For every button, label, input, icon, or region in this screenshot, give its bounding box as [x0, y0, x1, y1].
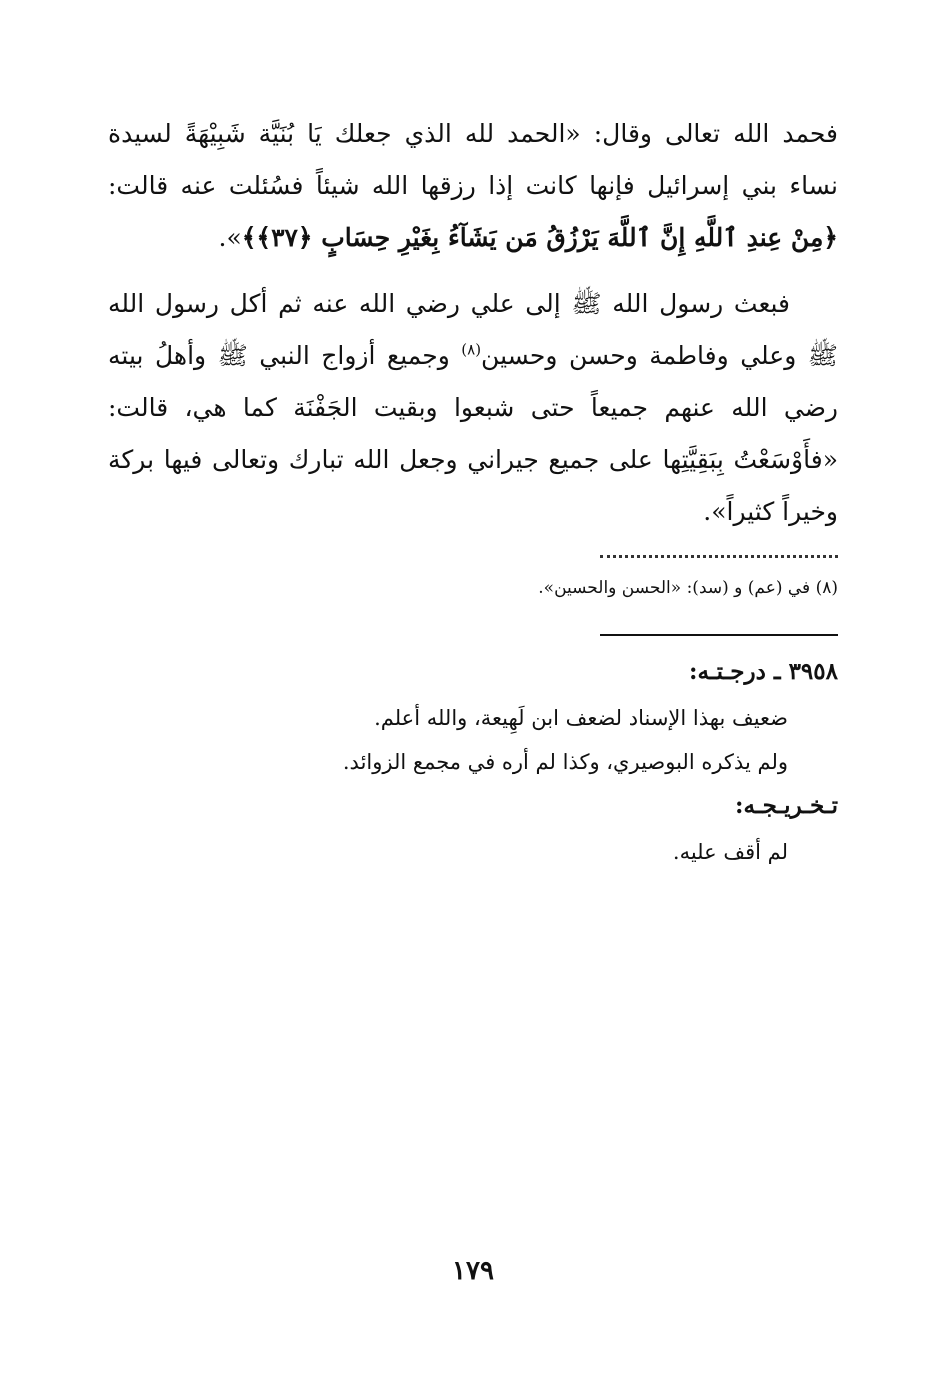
takhrij-line-1: لم أقف عليه. [672, 840, 788, 864]
main-text [108, 108, 838, 538]
grade-heading: ٣٩٥٨ ـ درجـتـه: [689, 658, 838, 685]
grade-line-1: ضعيف بهذا الإسناد لضعف ابن لَهِيعة، والله أعلم. [374, 706, 788, 730]
takhrij-section [150, 786, 838, 872]
paragraph-1-end: ». [218, 223, 242, 252]
paragraph-hadith-text [108, 108, 838, 264]
footnote: (٨) في (عم) و (سد): «الحسن والحسين». [538, 578, 838, 598]
page-number: ١٧٩ [452, 1256, 494, 1286]
paragraph-2-text-a: فبعث رسول الله ﷺ إلى علي رضي الله عنه ثم أكل رسول الله ﷺ وعلي وفاطمة وحسن وحسين [108, 289, 838, 370]
paragraph-1-text: فحمد الله تعالى وقال: «الحمد لله الذي جعلك يَا بُنَيَّة شَبِيْهَةً لسيدة نساء بني إسرائيل فإنها كانت إذا رزقها الله شيئاً فسُئلت عنه قالت: [108, 119, 838, 200]
quran-verse: ﴿مِنْ عِندِ ٱللَّهِ إِنَّ ٱللَّهَ يَرْزُقُ مَن يَشَآءُ بِغَيْرِ حِسَابٍ ﴿٣٧﴾﴾ [241, 223, 838, 252]
section-divider-rule [600, 634, 838, 636]
footnote-marker: (٨) [461, 340, 482, 359]
paragraph-2 [108, 278, 838, 538]
grade-line-2: ولم يذكره البوصيري، وكذا لم أره في مجمع الزوائد. [342, 750, 788, 774]
grade-section [150, 652, 838, 782]
paragraph-2-text-b: وجميع أزواج النبي ﷺ وأهلُ بيته رضي الله عنهم جميعاً حتى شبعوا وبقيت الجَفْنَة كما هي، قالت: «فأَوْسَعْتُ بِبَقِيَّتِها على جميع جيراني وجعل الله تبارك وتعالى فيها بركة وخيراً كثيراً». [108, 341, 838, 526]
footnote-separator-dots [600, 535, 838, 558]
takhrij-heading: تـخـريـجـه: [735, 792, 838, 819]
